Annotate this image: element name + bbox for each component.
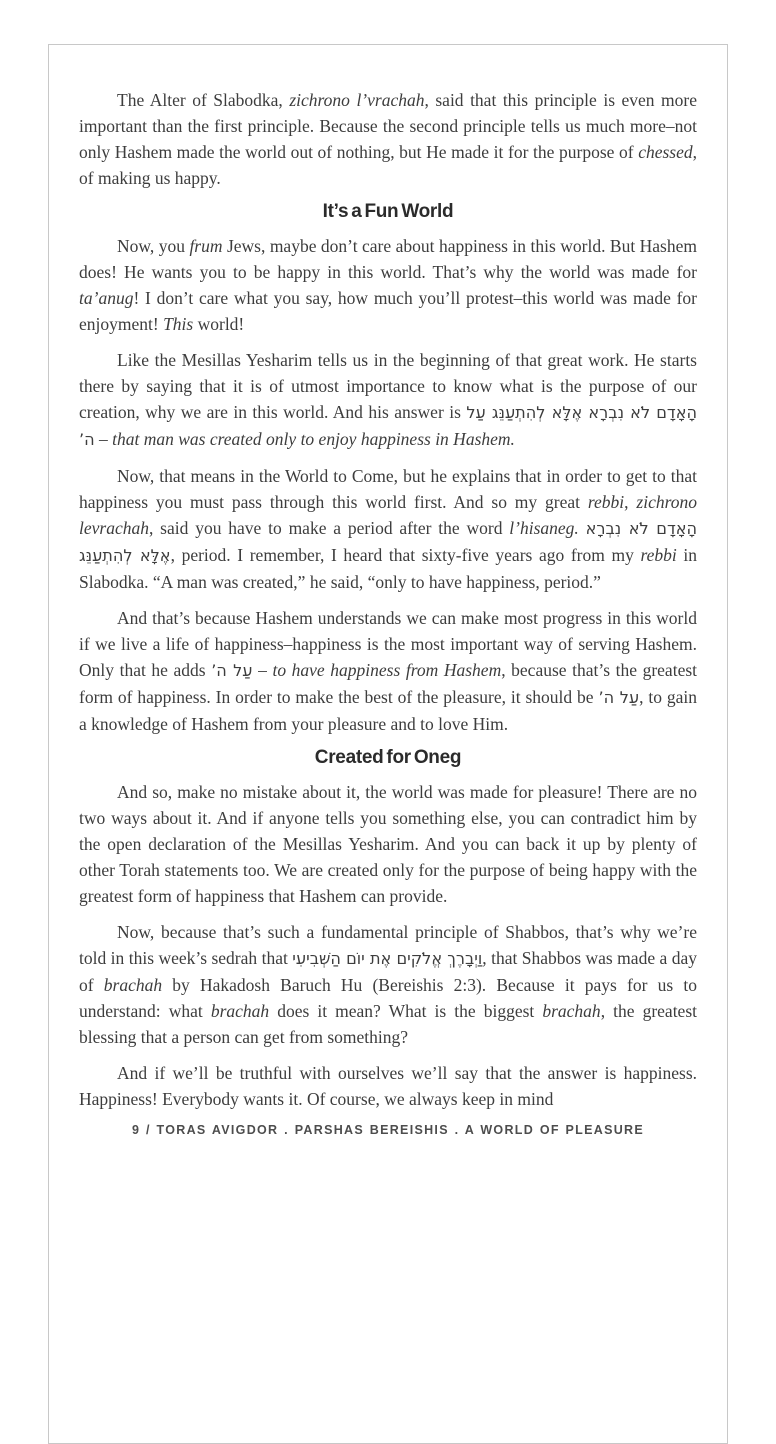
italic-term: brachah xyxy=(542,1001,601,1021)
italic-term: zichrono levrachah xyxy=(79,492,697,538)
paragraph xyxy=(79,1060,697,1112)
italic-term: brachah xyxy=(210,1001,270,1021)
text-run: And if we’ll be truthful with ourselves we’ll say that the answer is happiness. Happiness! Everybody wants it. Of course, we always keep in mind xyxy=(79,1063,697,1109)
text-run: world! xyxy=(193,314,245,334)
paragraph xyxy=(79,347,697,453)
hebrew-phrase: וַיְבָרֶךְ אֱלֹקִים אֶת יוֹם הַשְּׁבִיעִי xyxy=(292,949,483,968)
italic-term: rebbi xyxy=(640,545,677,565)
italic-term: l’hisaneg. xyxy=(509,518,579,538)
italic-term: to have happiness from Hashem xyxy=(272,660,502,680)
hebrew-phrase: עַל ה’ xyxy=(598,688,640,707)
text-run: , to gain a knowledge of Hashem from your pleasure and to love Him. xyxy=(79,687,697,734)
text-run: does it mean? What is the biggest xyxy=(269,1001,543,1021)
text-run: Now, that means in the World to Come, but he explains that in order to get to that happiness you must pass through this world first. And so my great xyxy=(79,466,697,512)
italic-term: rebbi xyxy=(587,492,625,512)
text-run: , because that’s the greatest form of happiness. In order to make the best of the pleasure, it should be xyxy=(79,660,698,707)
text-run: in Slabodka. “A man was created,” he said, “only to have happiness, period.” xyxy=(79,545,697,592)
italic-term: that man was created only to enjoy happiness in Hashem. xyxy=(112,429,515,449)
paragraph xyxy=(79,919,697,1050)
hebrew-phrase: הָאָדָם לֹא נִבְרָא אֶלָּא לְהִתְעַנֵּג עַל ה’ xyxy=(79,403,697,449)
text-run: Now, you xyxy=(117,236,190,256)
text-run: , said that this principle is even more important than the first principle. Because the second principle tells us much more–not only Hashem made the world out of nothing, but He made it for the purpose of xyxy=(79,90,698,162)
italic-term: frum xyxy=(189,236,223,256)
text-run: Now, because that’s such a fundamental principle of Shabbos, that’s why we’re told in this week’s sedrah that xyxy=(79,922,697,968)
paragraph xyxy=(79,87,697,191)
text-run: – xyxy=(252,660,273,680)
section-heading: Created for Oneg xyxy=(314,747,462,768)
text-run: , period. I remember, I heard that sixty-five years ago from my xyxy=(170,545,641,565)
italic-term: ta’anug xyxy=(79,288,134,308)
text-run: , of making us happy. xyxy=(79,142,697,188)
paragraph xyxy=(79,779,697,909)
page-content xyxy=(49,45,727,1112)
text-run: Like the Mesillas Yesharim tells us in the beginning of that great work. He starts there by saying that it is of utmost importance to know what is the purpose of our creation, why we are in this world. And his answer is xyxy=(79,350,697,422)
text-run xyxy=(579,518,586,538)
section-heading: It’s a Fun World xyxy=(322,201,454,222)
hebrew-phrase: הָאָדָם לֹא נִבְרָא אֶלָּא לְהִתְעַנֵּג xyxy=(79,519,698,565)
italic-term: chessed xyxy=(638,142,693,162)
paragraph xyxy=(79,605,697,737)
text-run: The Alter of Slabodka, xyxy=(117,90,290,110)
hebrew-phrase: עַל ה’ xyxy=(211,661,253,680)
text-run: ! I don’t care what you say, how much you’ll protest–this world was made for enjoyment! xyxy=(79,288,697,334)
text-run: , said you have to make a period after the word xyxy=(148,518,510,538)
text-run: by Hakadosh Baruch Hu (Bereishis 2:3). Because it pays for us to understand: what xyxy=(79,975,698,1021)
text-run: , the greatest blessing that a person can get from something? xyxy=(79,1001,697,1047)
page-footer: 9 / TORAS AVIGDOR . PARSHAS BEREISHIS . A WORLD OF PLEASURE xyxy=(131,1123,645,1137)
text-run: Jews, maybe don’t care about happiness in this world. But Hashem does! He wants you to be happy in this world. That’s why the world was made for xyxy=(79,236,697,282)
text-run: And that’s because Hashem understands we can make most progress in this world if we live a life of happiness–happiness is the most important way of serving Hashem. Only that he adds xyxy=(79,608,697,680)
text-run: – xyxy=(94,429,113,449)
italic-term: zichrono l’vrachah xyxy=(289,90,425,110)
paragraph xyxy=(79,463,697,595)
text-run: And so, make no mistake about it, the world was made for pleasure! There are no two ways about it. And if anyone tells you something else, you can contradict him by the open declaration of the Mesillas Yesharim. And you can back it up by plenty of other Torah statements too. We are created only for the purpose of being happy with the greatest form of happiness that Hashem can provide. xyxy=(79,782,697,906)
text-run: , xyxy=(624,492,637,512)
document-page xyxy=(48,44,728,1444)
italic-term: brachah xyxy=(103,975,163,995)
paragraph xyxy=(79,233,697,337)
text-run: , that Shabbos was made a day of xyxy=(79,948,697,995)
italic-term: This xyxy=(163,314,194,334)
